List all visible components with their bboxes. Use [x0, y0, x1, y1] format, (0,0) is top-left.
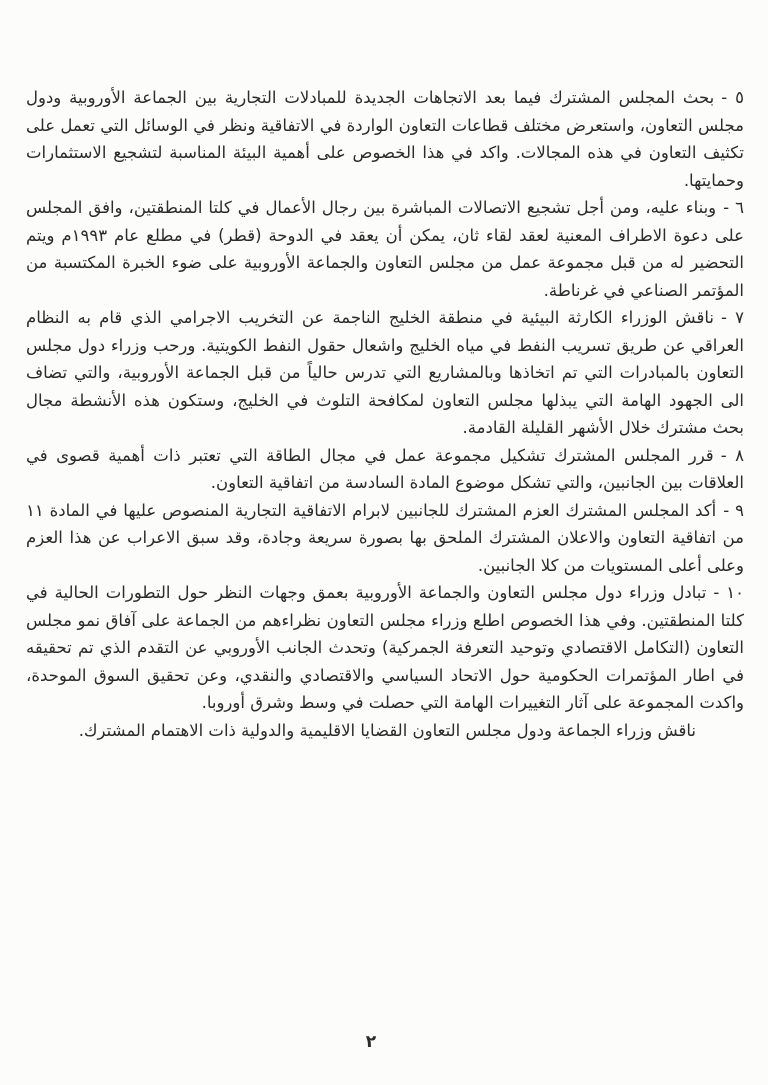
item-number: ٥ - [721, 88, 744, 107]
page-number: ٢ [365, 1032, 377, 1052]
item-number: ٩ - [723, 500, 744, 520]
item-number: ٦ - [723, 198, 744, 217]
item-text: وبناء عليه، ومن أجل تشجيع الاتصالات المباشرة بين رجال الأعمال في كلتا المنطقتين، وافق المجلس على دعوة الاطراف المعنية لعقد لقاء ثان، يمكن أن يعقد في الدوحة (قطر) في مطلع عام ١٩٩٣م ويتم التحضير له من قبل مجموعة عمل من مجلس التعاون والجماعة الأوروبية على ضوء الخبرة المكتسبة من المؤتمر الصناعي في غرناطة. [26, 198, 744, 300]
list-item [26, 194, 744, 304]
item-text: أكد المجلس المشترك العزم المشترك للجانبين لابرام الاتفاقية التجارية المنصوص عليها في المادة ١١ من اتفاقية التعاون والاعلان المشترك الملحق بها بصورة سريعة وجادة، وقد سبق الاعراب عن هذا العزم وعلى أعلى المستويات من كلا الجانبين. [26, 500, 744, 575]
list-item [26, 579, 744, 717]
list-item [26, 304, 744, 442]
item-number: ٨ - [720, 445, 744, 465]
item-text: ناقش الوزراء الكارثة البيئية في منطقة الخليج الناجمة عن التخريب الاجرامي الذي قام به النظام العراقي عن طريق تسريب النفط في مياه الخليج واشعال حقول النفط الكويتية. ورحب وزراء دول مجلس التعاون بالمبادرات التي تم اتخاذها وبالمشاريع التي تدرس حالياً من قبل الجماعة الأوروبية، والتي تضاف الى الجهود الهامة التي يبذلها مجلس التعاون لمكافحة التلوث في الخليج، وستكون هذه الأنشطة مجال بحث مشترك خلال الأشهر القليلة القادمة. [26, 308, 744, 437]
document-text-block [26, 84, 744, 744]
item-text: قرر المجلس المشترك تشكيل مجموعة عمل في مجال الطاقة التي تعتبر ذات أهمية قصوى في العلاقات بين الجانبين، والتي تشكل موضوع المادة السادسة من اتفاقية التعاون. [26, 445, 744, 492]
list-item [26, 84, 744, 194]
list-item [26, 497, 744, 580]
item-text: بحث المجلس المشترك فيما بعد الاتجاهات الجديدة للمبادلات التجارية بين الجماعة الأوروبية ودول مجلس التعاون، واستعرض مختلف قطاعات التعاون الواردة في الاتفاقية ونظر في الوسائل التي تعمل على تكثيف التعاون في هذه المجالات. واكد في هذا الخصوص على أهمية البيئة المناسبة لتشجيع الاستثمارات وحمايتها. [26, 88, 744, 190]
item-number: ١٠ - [713, 583, 744, 602]
closing-paragraph: ناقش وزراء الجماعة ودول مجلس التعاون القضايا الاقليمية والدولية ذات الاهتمام المشترك. [78, 720, 696, 740]
item-text: تبادل وزراء دول مجلس التعاون والجماعة الأوروبية بعمق وجهات النظر حول التطورات الحالية في كلتا المنطقتين. وفي هذا الخصوص اطلع وزراء مجلس التعاون نظراءهم من الجماعة على آفاق نمو مجلس التعاون (التكامل الاقتصادي وتوحيد التعرفة الجمركية) وتحدث الجانب الأوروبي عن التقدم الذي تم تحقيقه في اطار المؤتمرات الحكومية حول الاتحاد السياسي والاقتصادي والنقدي، وعن تحقيق السوق الموحدة، واكدت المجموعة على آثار التغييرات الهامة التي حصلت في وسط وشرق أوروبا. [26, 583, 744, 712]
list-item [26, 442, 744, 497]
item-number: ٧ - [720, 308, 744, 327]
